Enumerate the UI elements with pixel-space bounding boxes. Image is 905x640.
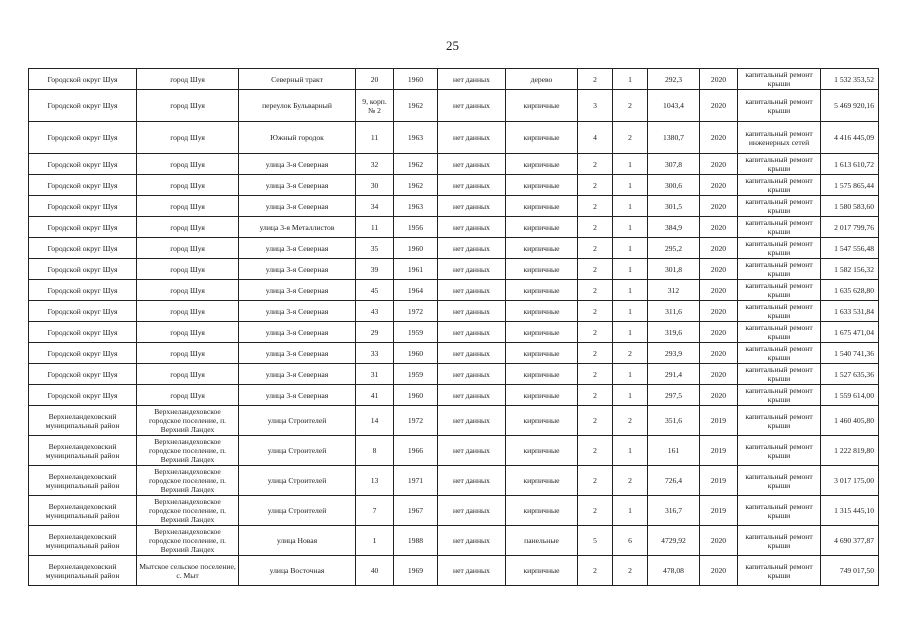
cell-cost: 749 017,50 bbox=[821, 556, 879, 586]
cell-reconstruction-year: нет данных bbox=[438, 280, 506, 301]
cell-floors: 3 bbox=[578, 90, 613, 122]
cell-floors: 2 bbox=[578, 322, 613, 343]
cell-wall-material: кирпичные bbox=[506, 90, 578, 122]
cell-house-number: 9, корп. № 2 bbox=[356, 90, 394, 122]
cell-entrances: 2 bbox=[613, 466, 648, 496]
cell-street: улица 3-я Северная bbox=[239, 364, 356, 385]
cell-wall-material: кирпичные bbox=[506, 556, 578, 586]
cell-floors: 2 bbox=[578, 364, 613, 385]
cell-street: улица 3-я Северная bbox=[239, 280, 356, 301]
cell-house-number: 13 bbox=[356, 466, 394, 496]
cell-cost: 1 675 471,04 bbox=[821, 322, 879, 343]
cell-build-year: 1967 bbox=[394, 496, 438, 526]
cell-reconstruction-year: нет данных bbox=[438, 322, 506, 343]
cell-area: 291,4 bbox=[648, 364, 700, 385]
cell-wall-material: кирпичные bbox=[506, 217, 578, 238]
cell-work-type: капитальный ремонт крыши bbox=[738, 556, 821, 586]
cell-reconstruction-year: нет данных bbox=[438, 217, 506, 238]
cell-district: Верхнеландеховский муниципальный район bbox=[29, 466, 137, 496]
cell-work-type: капитальный ремонт крыши bbox=[738, 154, 821, 175]
cell-settlement: город Шуя bbox=[137, 280, 239, 301]
cell-area: 1043,4 bbox=[648, 90, 700, 122]
cell-cost: 1 540 741,36 bbox=[821, 343, 879, 364]
cell-plan-year: 2020 bbox=[700, 69, 738, 90]
cell-district: Городской округ Шуя bbox=[29, 343, 137, 364]
cell-build-year: 1962 bbox=[394, 175, 438, 196]
cell-plan-year: 2020 bbox=[700, 196, 738, 217]
cell-cost: 1 633 531,84 bbox=[821, 301, 879, 322]
table-row bbox=[29, 526, 879, 556]
cell-cost: 4 690 377,87 bbox=[821, 526, 879, 556]
table-row bbox=[29, 217, 879, 238]
cell-settlement: город Шуя bbox=[137, 364, 239, 385]
cell-build-year: 1960 bbox=[394, 69, 438, 90]
cell-street: улица 3-я Северная bbox=[239, 385, 356, 406]
cell-entrances: 1 bbox=[613, 496, 648, 526]
cell-settlement: город Шуя bbox=[137, 154, 239, 175]
cell-reconstruction-year: нет данных bbox=[438, 466, 506, 496]
cell-floors: 2 bbox=[578, 496, 613, 526]
cell-build-year: 1960 bbox=[394, 238, 438, 259]
cell-area: 319,6 bbox=[648, 322, 700, 343]
cell-cost: 2 017 799,76 bbox=[821, 217, 879, 238]
cell-area: 351,6 bbox=[648, 406, 700, 436]
cell-reconstruction-year: нет данных bbox=[438, 526, 506, 556]
cell-reconstruction-year: нет данных bbox=[438, 436, 506, 466]
cell-work-type: капитальный ремонт крыши bbox=[738, 496, 821, 526]
cell-area: 312 bbox=[648, 280, 700, 301]
cell-area: 161 bbox=[648, 436, 700, 466]
table-row bbox=[29, 343, 879, 364]
cell-house-number: 30 bbox=[356, 175, 394, 196]
cell-reconstruction-year: нет данных bbox=[438, 196, 506, 217]
cell-floors: 2 bbox=[578, 175, 613, 196]
cell-reconstruction-year: нет данных bbox=[438, 154, 506, 175]
cell-settlement: Верхнеландеховское городское поселение, п. Верхний Ландех bbox=[137, 466, 239, 496]
cell-plan-year: 2020 bbox=[700, 280, 738, 301]
cell-build-year: 1963 bbox=[394, 196, 438, 217]
cell-area: 316,7 bbox=[648, 496, 700, 526]
cell-floors: 2 bbox=[578, 556, 613, 586]
table-row bbox=[29, 90, 879, 122]
cell-house-number: 40 bbox=[356, 556, 394, 586]
cell-work-type: капитальный ремонт крыши bbox=[738, 436, 821, 466]
cell-area: 297,5 bbox=[648, 385, 700, 406]
cell-cost: 1 222 819,80 bbox=[821, 436, 879, 466]
cell-work-type: капитальный ремонт крыши bbox=[738, 69, 821, 90]
cell-area: 295,2 bbox=[648, 238, 700, 259]
cell-reconstruction-year: нет данных bbox=[438, 343, 506, 364]
cell-floors: 2 bbox=[578, 259, 613, 280]
cell-entrances: 2 bbox=[613, 122, 648, 154]
cell-settlement: город Шуя bbox=[137, 238, 239, 259]
cell-entrances: 1 bbox=[613, 238, 648, 259]
cell-entrances: 1 bbox=[613, 385, 648, 406]
cell-floors: 2 bbox=[578, 154, 613, 175]
cell-build-year: 1959 bbox=[394, 322, 438, 343]
cell-build-year: 1962 bbox=[394, 90, 438, 122]
cell-plan-year: 2019 bbox=[700, 436, 738, 466]
cell-street: улица Строителей bbox=[239, 496, 356, 526]
cell-wall-material: панельные bbox=[506, 526, 578, 556]
cell-work-type: капитальный ремонт инженерных сетей bbox=[738, 122, 821, 154]
cell-wall-material: кирпичные bbox=[506, 238, 578, 259]
cell-build-year: 1972 bbox=[394, 406, 438, 436]
cell-build-year: 1964 bbox=[394, 280, 438, 301]
cell-work-type: капитальный ремонт крыши bbox=[738, 280, 821, 301]
cell-work-type: капитальный ремонт крыши bbox=[738, 364, 821, 385]
cell-area: 307,8 bbox=[648, 154, 700, 175]
cell-plan-year: 2019 bbox=[700, 496, 738, 526]
cell-settlement: город Шуя bbox=[137, 322, 239, 343]
cell-reconstruction-year: нет данных bbox=[438, 385, 506, 406]
cell-entrances: 1 bbox=[613, 154, 648, 175]
cell-work-type: капитальный ремонт крыши bbox=[738, 301, 821, 322]
cell-reconstruction-year: нет данных bbox=[438, 556, 506, 586]
cell-reconstruction-year: нет данных bbox=[438, 90, 506, 122]
cell-wall-material: кирпичные bbox=[506, 364, 578, 385]
table-row bbox=[29, 406, 879, 436]
cell-work-type: капитальный ремонт крыши bbox=[738, 385, 821, 406]
cell-house-number: 32 bbox=[356, 154, 394, 175]
cell-house-number: 20 bbox=[356, 69, 394, 90]
cell-build-year: 1962 bbox=[394, 154, 438, 175]
cell-entrances: 1 bbox=[613, 364, 648, 385]
cell-wall-material: кирпичные bbox=[506, 154, 578, 175]
cell-build-year: 1988 bbox=[394, 526, 438, 556]
cell-house-number: 14 bbox=[356, 406, 394, 436]
cell-floors: 2 bbox=[578, 280, 613, 301]
cell-area: 384,9 bbox=[648, 217, 700, 238]
cell-street: улица 3-я Северная bbox=[239, 259, 356, 280]
cell-wall-material: кирпичные bbox=[506, 343, 578, 364]
cell-plan-year: 2019 bbox=[700, 466, 738, 496]
cell-settlement: Верхнеландеховское городское поселение, п. Верхний Ландех bbox=[137, 526, 239, 556]
cell-street: переулок Бульварный bbox=[239, 90, 356, 122]
cell-settlement: город Шуя bbox=[137, 217, 239, 238]
cell-wall-material: кирпичные bbox=[506, 466, 578, 496]
cell-entrances: 1 bbox=[613, 259, 648, 280]
cell-work-type: капитальный ремонт крыши bbox=[738, 322, 821, 343]
cell-entrances: 1 bbox=[613, 196, 648, 217]
cell-reconstruction-year: нет данных bbox=[438, 364, 506, 385]
cell-area: 311,6 bbox=[648, 301, 700, 322]
cell-reconstruction-year: нет данных bbox=[438, 301, 506, 322]
cell-cost: 1 527 635,36 bbox=[821, 364, 879, 385]
cell-floors: 2 bbox=[578, 217, 613, 238]
cell-reconstruction-year: нет данных bbox=[438, 238, 506, 259]
table-row bbox=[29, 322, 879, 343]
cell-plan-year: 2020 bbox=[700, 343, 738, 364]
cell-plan-year: 2019 bbox=[700, 406, 738, 436]
table-row bbox=[29, 122, 879, 154]
page-number: 25 bbox=[446, 38, 459, 53]
cell-area: 292,3 bbox=[648, 69, 700, 90]
cell-wall-material: кирпичные bbox=[506, 496, 578, 526]
cell-reconstruction-year: нет данных bbox=[438, 496, 506, 526]
cell-plan-year: 2020 bbox=[700, 556, 738, 586]
cell-settlement: город Шуя bbox=[137, 175, 239, 196]
cell-district: Городской округ Шуя bbox=[29, 69, 137, 90]
cell-district: Верхнеландеховский муниципальный район bbox=[29, 436, 137, 466]
cell-plan-year: 2020 bbox=[700, 90, 738, 122]
cell-district: Городской округ Шуя bbox=[29, 175, 137, 196]
cell-cost: 1 315 445,10 bbox=[821, 496, 879, 526]
cell-street: улица Строителей bbox=[239, 436, 356, 466]
cell-district: Городской округ Шуя bbox=[29, 122, 137, 154]
cell-district: Городской округ Шуя bbox=[29, 364, 137, 385]
cell-work-type: капитальный ремонт крыши bbox=[738, 466, 821, 496]
cell-reconstruction-year: нет данных bbox=[438, 406, 506, 436]
cell-work-type: капитальный ремонт крыши bbox=[738, 343, 821, 364]
cell-plan-year: 2020 bbox=[700, 364, 738, 385]
cell-plan-year: 2020 bbox=[700, 526, 738, 556]
cell-entrances: 1 bbox=[613, 69, 648, 90]
cell-entrances: 2 bbox=[613, 556, 648, 586]
table-row bbox=[29, 238, 879, 259]
housing-repair-table bbox=[28, 68, 879, 586]
cell-house-number: 34 bbox=[356, 196, 394, 217]
cell-cost: 1 582 156,32 bbox=[821, 259, 879, 280]
cell-house-number: 7 bbox=[356, 496, 394, 526]
table-row bbox=[29, 259, 879, 280]
cell-floors: 5 bbox=[578, 526, 613, 556]
cell-district: Городской округ Шуя bbox=[29, 238, 137, 259]
cell-plan-year: 2020 bbox=[700, 301, 738, 322]
cell-build-year: 1972 bbox=[394, 301, 438, 322]
cell-district: Городской округ Шуя bbox=[29, 154, 137, 175]
cell-build-year: 1956 bbox=[394, 217, 438, 238]
cell-reconstruction-year: нет данных bbox=[438, 122, 506, 154]
cell-settlement: Верхнеландеховское городское поселение, п. Верхний Ландех bbox=[137, 436, 239, 466]
cell-street: улица 3-я Северная bbox=[239, 175, 356, 196]
cell-work-type: капитальный ремонт крыши bbox=[738, 406, 821, 436]
cell-work-type: капитальный ремонт крыши bbox=[738, 526, 821, 556]
cell-floors: 2 bbox=[578, 69, 613, 90]
cell-plan-year: 2020 bbox=[700, 175, 738, 196]
cell-plan-year: 2020 bbox=[700, 385, 738, 406]
cell-plan-year: 2020 bbox=[700, 217, 738, 238]
cell-settlement: город Шуя bbox=[137, 69, 239, 90]
cell-entrances: 6 bbox=[613, 526, 648, 556]
cell-district: Городской округ Шуя bbox=[29, 385, 137, 406]
cell-street: улица Новая bbox=[239, 526, 356, 556]
cell-street: улица Восточная bbox=[239, 556, 356, 586]
cell-area: 1380,7 bbox=[648, 122, 700, 154]
cell-house-number: 45 bbox=[356, 280, 394, 301]
cell-cost: 1 635 628,80 bbox=[821, 280, 879, 301]
cell-floors: 2 bbox=[578, 301, 613, 322]
cell-district: Верхнеландеховский муниципальный район bbox=[29, 406, 137, 436]
cell-street: улица 3-я Северная bbox=[239, 238, 356, 259]
cell-area: 726,4 bbox=[648, 466, 700, 496]
table-row bbox=[29, 466, 879, 496]
cell-wall-material: кирпичные bbox=[506, 259, 578, 280]
cell-plan-year: 2020 bbox=[700, 154, 738, 175]
cell-district: Городской округ Шуя bbox=[29, 301, 137, 322]
table-row bbox=[29, 69, 879, 90]
table-row bbox=[29, 385, 879, 406]
cell-district: Верхнеландеховский муниципальный район bbox=[29, 526, 137, 556]
cell-settlement: Верхнеландеховское городское поселение, п. Верхний Ландех bbox=[137, 406, 239, 436]
cell-district: Городской округ Шуя bbox=[29, 196, 137, 217]
cell-settlement: Верхнеландеховское городское поселение, п. Верхний Ландех bbox=[137, 496, 239, 526]
cell-wall-material: кирпичные bbox=[506, 175, 578, 196]
cell-build-year: 1961 bbox=[394, 259, 438, 280]
cell-floors: 4 bbox=[578, 122, 613, 154]
cell-floors: 2 bbox=[578, 385, 613, 406]
cell-house-number: 29 bbox=[356, 322, 394, 343]
cell-district: Городской округ Шуя bbox=[29, 90, 137, 122]
cell-wall-material: кирпичные bbox=[506, 196, 578, 217]
cell-wall-material: кирпичные bbox=[506, 301, 578, 322]
cell-house-number: 11 bbox=[356, 122, 394, 154]
cell-district: Верхнеландеховский муниципальный район bbox=[29, 556, 137, 586]
cell-cost: 1 575 865,44 bbox=[821, 175, 879, 196]
cell-wall-material: кирпичные bbox=[506, 436, 578, 466]
cell-wall-material: дерево bbox=[506, 69, 578, 90]
cell-house-number: 39 bbox=[356, 259, 394, 280]
cell-entrances: 1 bbox=[613, 322, 648, 343]
cell-settlement: город Шуя bbox=[137, 259, 239, 280]
cell-entrances: 2 bbox=[613, 343, 648, 364]
cell-cost: 1 559 614,00 bbox=[821, 385, 879, 406]
cell-floors: 2 bbox=[578, 406, 613, 436]
cell-street: Северный тракт bbox=[239, 69, 356, 90]
cell-house-number: 1 bbox=[356, 526, 394, 556]
cell-plan-year: 2020 bbox=[700, 322, 738, 343]
cell-settlement: город Шуя bbox=[137, 90, 239, 122]
cell-district: Городской округ Шуя bbox=[29, 322, 137, 343]
cell-entrances: 2 bbox=[613, 90, 648, 122]
table-row bbox=[29, 364, 879, 385]
table-row bbox=[29, 496, 879, 526]
cell-entrances: 1 bbox=[613, 175, 648, 196]
cell-street: Южный городок bbox=[239, 122, 356, 154]
cell-area: 4729,92 bbox=[648, 526, 700, 556]
cell-entrances: 1 bbox=[613, 217, 648, 238]
table-row bbox=[29, 196, 879, 217]
cell-district: Городской округ Шуя bbox=[29, 280, 137, 301]
cell-reconstruction-year: нет данных bbox=[438, 69, 506, 90]
cell-street: улица 3-я Металлистов bbox=[239, 217, 356, 238]
table-row bbox=[29, 301, 879, 322]
cell-build-year: 1960 bbox=[394, 385, 438, 406]
cell-build-year: 1959 bbox=[394, 364, 438, 385]
cell-entrances: 1 bbox=[613, 280, 648, 301]
cell-entrances: 2 bbox=[613, 406, 648, 436]
cell-wall-material: кирпичные bbox=[506, 322, 578, 343]
cell-house-number: 8 bbox=[356, 436, 394, 466]
cell-entrances: 1 bbox=[613, 436, 648, 466]
cell-cost: 4 416 445,09 bbox=[821, 122, 879, 154]
cell-wall-material: кирпичные bbox=[506, 122, 578, 154]
cell-work-type: капитальный ремонт крыши bbox=[738, 217, 821, 238]
cell-build-year: 1966 bbox=[394, 436, 438, 466]
cell-wall-material: кирпичные bbox=[506, 280, 578, 301]
cell-cost: 5 469 920,16 bbox=[821, 90, 879, 122]
cell-wall-material: кирпичные bbox=[506, 406, 578, 436]
cell-cost: 1 547 556,48 bbox=[821, 238, 879, 259]
cell-build-year: 1971 bbox=[394, 466, 438, 496]
cell-floors: 2 bbox=[578, 238, 613, 259]
cell-street: улица 3-я Северная bbox=[239, 343, 356, 364]
cell-floors: 2 bbox=[578, 436, 613, 466]
cell-wall-material: кирпичные bbox=[506, 385, 578, 406]
cell-area: 300,6 bbox=[648, 175, 700, 196]
table-row bbox=[29, 154, 879, 175]
cell-area: 478,08 bbox=[648, 556, 700, 586]
cell-plan-year: 2020 bbox=[700, 238, 738, 259]
cell-reconstruction-year: нет данных bbox=[438, 259, 506, 280]
cell-plan-year: 2020 bbox=[700, 122, 738, 154]
cell-area: 301,8 bbox=[648, 259, 700, 280]
cell-settlement: Мытское сельское поселение, с. Мыт bbox=[137, 556, 239, 586]
cell-build-year: 1969 bbox=[394, 556, 438, 586]
cell-house-number: 31 bbox=[356, 364, 394, 385]
cell-cost: 1 532 353,52 bbox=[821, 69, 879, 90]
cell-street: улица Строителей bbox=[239, 406, 356, 436]
cell-house-number: 11 bbox=[356, 217, 394, 238]
cell-house-number: 43 bbox=[356, 301, 394, 322]
cell-work-type: капитальный ремонт крыши bbox=[738, 196, 821, 217]
cell-work-type: капитальный ремонт крыши bbox=[738, 175, 821, 196]
table-row bbox=[29, 280, 879, 301]
cell-house-number: 41 bbox=[356, 385, 394, 406]
cell-reconstruction-year: нет данных bbox=[438, 175, 506, 196]
table-row bbox=[29, 175, 879, 196]
cell-district: Городской округ Шуя bbox=[29, 217, 137, 238]
cell-build-year: 1960 bbox=[394, 343, 438, 364]
table-row bbox=[29, 436, 879, 466]
cell-district: Верхнеландеховский муниципальный район bbox=[29, 496, 137, 526]
cell-settlement: город Шуя bbox=[137, 196, 239, 217]
cell-cost: 1 580 583,60 bbox=[821, 196, 879, 217]
cell-district: Городской округ Шуя bbox=[29, 259, 137, 280]
cell-street: улица 3-я Северная bbox=[239, 322, 356, 343]
cell-work-type: капитальный ремонт крыши bbox=[738, 90, 821, 122]
cell-cost: 1 613 610,72 bbox=[821, 154, 879, 175]
cell-work-type: капитальный ремонт крыши bbox=[738, 259, 821, 280]
cell-settlement: город Шуя bbox=[137, 385, 239, 406]
cell-cost: 3 017 175,00 bbox=[821, 466, 879, 496]
cell-house-number: 33 bbox=[356, 343, 394, 364]
cell-house-number: 35 bbox=[356, 238, 394, 259]
cell-entrances: 1 bbox=[613, 301, 648, 322]
cell-street: улица 3-я Северная bbox=[239, 301, 356, 322]
cell-settlement: город Шуя bbox=[137, 343, 239, 364]
cell-cost: 1 460 405,80 bbox=[821, 406, 879, 436]
cell-build-year: 1963 bbox=[394, 122, 438, 154]
cell-area: 301,5 bbox=[648, 196, 700, 217]
table-row bbox=[29, 556, 879, 586]
cell-area: 293,9 bbox=[648, 343, 700, 364]
cell-settlement: город Шуя bbox=[137, 301, 239, 322]
cell-floors: 2 bbox=[578, 343, 613, 364]
cell-floors: 2 bbox=[578, 466, 613, 496]
cell-settlement: город Шуя bbox=[137, 122, 239, 154]
cell-street: улица Строителей bbox=[239, 466, 356, 496]
cell-street: улица 3-я Северная bbox=[239, 196, 356, 217]
cell-street: улица 3-я Северная bbox=[239, 154, 356, 175]
cell-plan-year: 2020 bbox=[700, 259, 738, 280]
cell-work-type: капитальный ремонт крыши bbox=[738, 238, 821, 259]
cell-floors: 2 bbox=[578, 196, 613, 217]
